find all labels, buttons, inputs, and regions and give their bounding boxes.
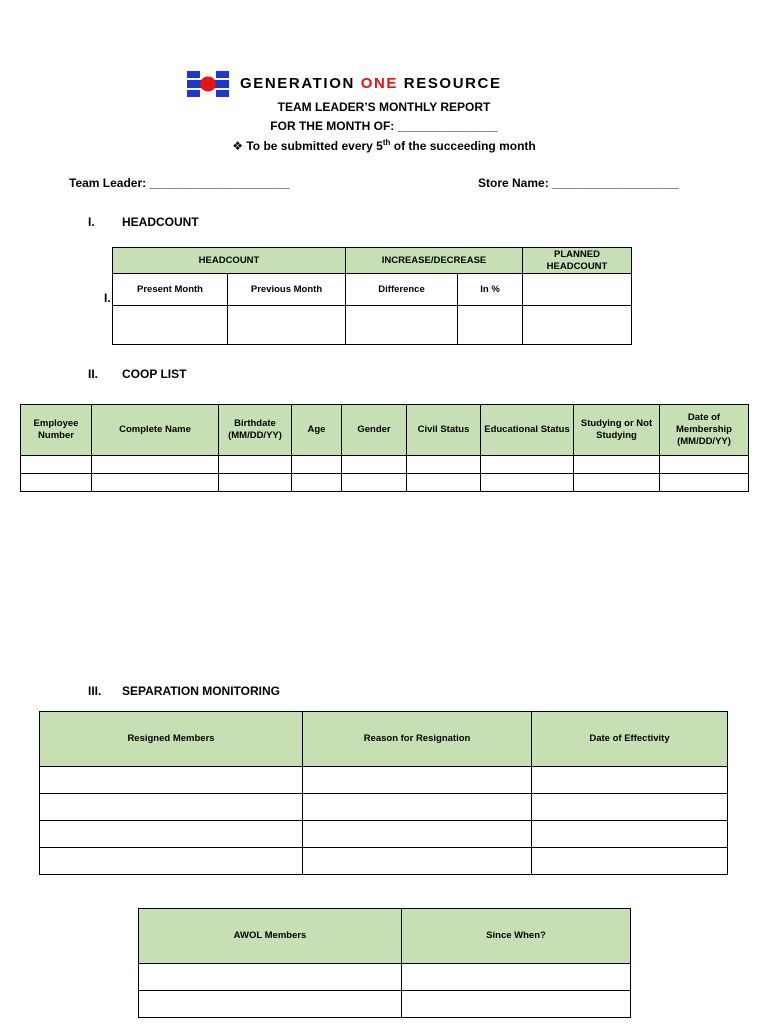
col-reason-for-resignation: Reason for Resignation xyxy=(303,712,532,767)
stray-section-mark: I. xyxy=(104,291,111,305)
company-name xyxy=(240,75,502,92)
section1-title: HEADCOUNT xyxy=(122,215,199,229)
note-bullet-icon: ❖ xyxy=(232,139,244,153)
table-cell[interactable] xyxy=(139,991,402,1018)
table-cell[interactable] xyxy=(40,794,303,821)
table-cell[interactable] xyxy=(303,794,532,821)
present-month-header: Present Month xyxy=(113,274,228,306)
table-cell[interactable] xyxy=(21,474,92,492)
col-educational-status: Educational Status xyxy=(481,405,574,456)
planned-headcount-cell[interactable] xyxy=(523,274,632,306)
table-row xyxy=(139,991,631,1018)
table-cell[interactable] xyxy=(92,456,219,474)
col-employee-number: Employee Number xyxy=(21,405,92,456)
previous-month-header: Previous Month xyxy=(228,274,346,306)
table-cell[interactable] xyxy=(40,767,303,794)
awol-members-table xyxy=(138,908,631,1018)
table-cell[interactable] xyxy=(40,848,303,875)
col-birthdate: Birthdate (MM/DD/YY) xyxy=(219,405,292,456)
table-cell[interactable] xyxy=(92,474,219,492)
col-studying: Studying or Not Studying xyxy=(574,405,660,456)
section2-number: II. xyxy=(88,367,99,381)
table-cell[interactable] xyxy=(532,848,728,875)
table-cell[interactable] xyxy=(407,456,481,474)
table-cell[interactable] xyxy=(292,474,342,492)
table-cell[interactable] xyxy=(574,456,660,474)
table-cell[interactable] xyxy=(342,474,407,492)
section3-number: III. xyxy=(88,684,102,698)
note-text-pre: To be submitted every 5 xyxy=(246,139,383,153)
difference-cell[interactable] xyxy=(346,306,458,345)
month-label: FOR THE MONTH OF: _______________ xyxy=(270,119,498,133)
col-awol-members: AWOL Members xyxy=(139,909,402,964)
table-row xyxy=(40,767,728,794)
team-leader-field[interactable]: Team Leader: _____________________ xyxy=(69,176,290,190)
table-cell[interactable] xyxy=(532,767,728,794)
table-row xyxy=(139,964,631,991)
table-cell[interactable] xyxy=(139,964,402,991)
table-row xyxy=(21,474,749,492)
previous-month-cell[interactable] xyxy=(228,306,346,345)
table-cell[interactable] xyxy=(303,821,532,848)
company-name-word1: GENERATION xyxy=(240,75,355,92)
company-logo-icon xyxy=(187,71,229,97)
table-cell[interactable] xyxy=(660,474,749,492)
company-name-word3: RESOURCE xyxy=(403,75,502,92)
section2-title: COOP LIST xyxy=(122,367,187,381)
col-complete-name: Complete Name xyxy=(92,405,219,456)
note-text-sup: th xyxy=(382,138,391,147)
table-row xyxy=(40,821,728,848)
table-cell[interactable] xyxy=(481,456,574,474)
col-civil-status: Civil Status xyxy=(407,405,481,456)
table-cell[interactable] xyxy=(532,794,728,821)
col-resigned-members: Resigned Members xyxy=(40,712,303,767)
col-gender: Gender xyxy=(342,405,407,456)
resigned-members-table xyxy=(39,711,728,875)
col-age: Age xyxy=(292,405,342,456)
section1-number: I. xyxy=(88,215,95,229)
table-row xyxy=(21,456,749,474)
table-cell[interactable] xyxy=(21,456,92,474)
col-since-when: Since When? xyxy=(402,909,631,964)
table-cell[interactable] xyxy=(40,821,303,848)
difference-header: Difference xyxy=(346,274,458,306)
table-cell[interactable] xyxy=(219,456,292,474)
table-cell[interactable] xyxy=(219,474,292,492)
table-cell[interactable] xyxy=(407,474,481,492)
coop-list-table xyxy=(20,404,749,492)
table-cell[interactable] xyxy=(574,474,660,492)
increase-decrease-header: INCREASE/DECREASE xyxy=(346,248,523,274)
note-text-post: of the succeeding month xyxy=(390,139,536,153)
table-cell[interactable] xyxy=(402,991,631,1018)
store-name-field[interactable]: Store Name: ___________________ xyxy=(478,176,679,190)
col-date-of-effectivity: Date of Effectivity xyxy=(532,712,728,767)
table-cell[interactable] xyxy=(303,767,532,794)
present-month-cell[interactable] xyxy=(113,306,228,345)
table-cell[interactable] xyxy=(292,456,342,474)
table-cell[interactable] xyxy=(660,456,749,474)
table-cell[interactable] xyxy=(481,474,574,492)
table-row xyxy=(40,848,728,875)
planned-value-cell[interactable] xyxy=(523,306,632,345)
report-title: TEAM LEADER’S MONTHLY REPORT xyxy=(277,100,491,114)
headcount-header: HEADCOUNT xyxy=(113,248,346,274)
percent-cell[interactable] xyxy=(458,306,523,345)
table-cell[interactable] xyxy=(402,964,631,991)
percent-header: In % xyxy=(458,274,523,306)
planned-headcount-header: PLANNED HEADCOUNT xyxy=(523,248,632,274)
table-cell[interactable] xyxy=(342,456,407,474)
company-name-word2: ONE xyxy=(360,75,398,92)
col-date-of-membership: Date of Membership (MM/DD/YY) xyxy=(660,405,749,456)
headcount-table xyxy=(112,247,632,345)
table-row xyxy=(40,794,728,821)
table-cell[interactable] xyxy=(303,848,532,875)
submission-note xyxy=(0,138,768,153)
section3-title: SEPARATION MONITORING xyxy=(122,684,281,698)
table-cell[interactable] xyxy=(532,821,728,848)
